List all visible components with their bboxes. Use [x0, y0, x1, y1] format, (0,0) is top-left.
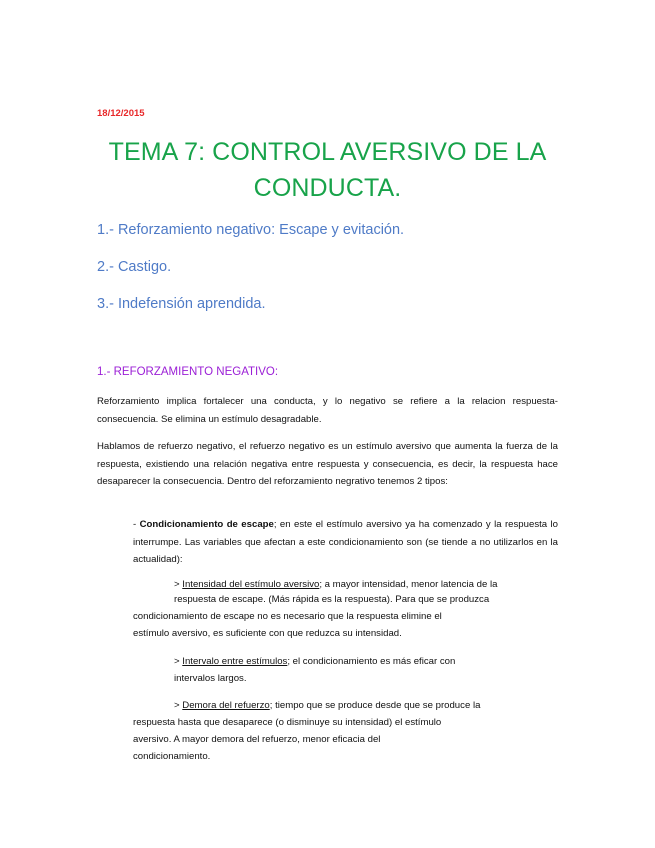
- toc-item-2: 2.- Castigo.: [97, 259, 172, 275]
- var1-line3: condicionamiento de escape no es necesario que la respuesta elimine el: [133, 611, 442, 622]
- document-title-line1: TEMA 7: CONTROL AVERSIVO DE LA: [108, 138, 547, 166]
- toc-item-3: 3.- Indefensión aprendida.: [97, 296, 266, 312]
- var3-term: Demora del refuerzo: [182, 700, 270, 711]
- var2-line1: [174, 656, 455, 667]
- var2-line2: intervalos largos.: [174, 673, 247, 684]
- var3-line4: condicionamiento.: [133, 751, 211, 762]
- toc-item-1: 1.- Reforzamiento negativo: Escape y evitación.: [97, 222, 405, 238]
- paragraph-2: Hablamos de refuerzo negativo, el refuerzo negativo es un estímulo aversivo que aumenta la fuerza de la respuesta, existiendo una relación negativa entre respuesta y consecuencia, es decir, la respuesta hace desaparecer la consecuencia. Dentro del reforzamiento negrativo tenemos 2 tipos:: [97, 441, 558, 487]
- escape-term: Condicionamiento de escape: [139, 519, 274, 530]
- var2-marker: >: [174, 656, 183, 667]
- var3-line1: [174, 700, 480, 711]
- var3-line1-rest: ; tiempo que se produce desde que se produce la: [269, 700, 481, 711]
- var1-line1: [174, 576, 558, 594]
- document-title-line2: CONDUCTA.: [253, 174, 402, 202]
- escape-text: ; en este el estímulo aversivo ya ha comenzado y la respuesta lo interrumpe. Las variables que afectan a este condicionamiento son (se tiende a no utilizarlos en la actualidad):: [133, 519, 558, 565]
- document-date: 18/12/2015: [97, 108, 145, 119]
- section-heading: 1.- REFORZAMIENTO NEGATIVO:: [97, 366, 279, 378]
- var1-line4: estímulo aversivo, es suficiente con que reduzca su intensidad.: [133, 628, 402, 639]
- var3-line2: respuesta hasta que desaparece (o disminuye su intensidad) el estímulo: [133, 717, 442, 728]
- escape-prefix: -: [133, 519, 140, 530]
- var1-marker: >: [174, 579, 183, 590]
- var3-line3: aversivo. A mayor demora del refuerzo, menor eficacia del: [133, 734, 381, 745]
- var3-marker: >: [174, 700, 183, 711]
- var1-line1-rest: ; a mayor intensidad, menor latencia de la: [319, 579, 498, 590]
- var1-line2: respuesta de escape. (Más rápida es la respuesta). Para que se produzca: [174, 594, 490, 605]
- var1-term: Intensidad del estímulo aversivo: [182, 579, 320, 590]
- escape-conditioning-paragraph: [133, 516, 558, 569]
- paragraph-1: Reforzamiento implica fortalecer una conducta, y lo negativo se refiere a la relacion respuesta-consecuencia. Se elimina un estímulo desagradable.: [97, 396, 558, 425]
- var2-term: Intervalo entre estímulos: [182, 656, 288, 667]
- var2-line1-rest: ; el condicionamiento es más eficar con: [287, 656, 456, 667]
